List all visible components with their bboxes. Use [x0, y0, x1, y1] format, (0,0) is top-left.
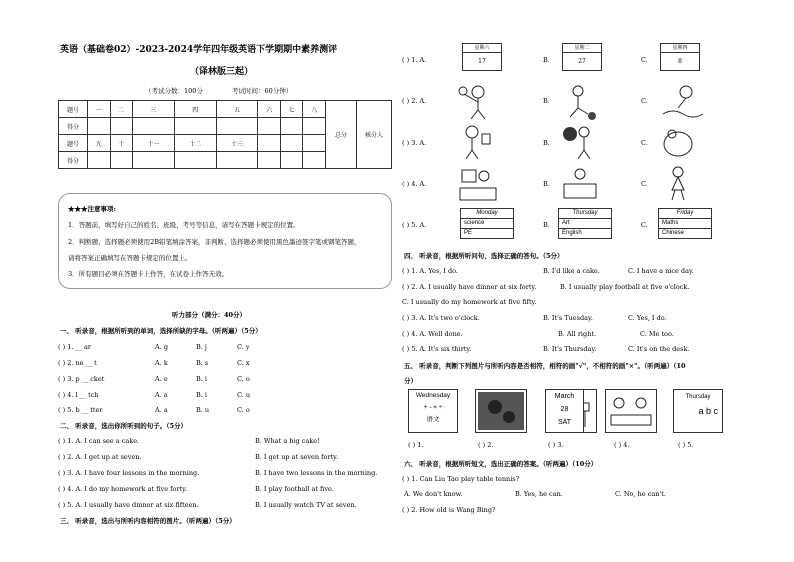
classroom-picture [605, 389, 657, 433]
calendar-picture [562, 43, 602, 71]
question-stem: ( ) 5. b __ tter [58, 406, 103, 414]
page-title: 英语（基础卷02）-2023-2024学年四年级英语下学期期中素养测评 [60, 45, 338, 55]
score-cell: 五 [216, 101, 258, 118]
question-option-a: ( ) 3. A. It's two o'clock. [402, 314, 480, 322]
exam-time: 考试时间：60分钟） [232, 87, 293, 95]
question-option-a: ( ) 5. A. I usually have dinner at six fifteen. [58, 501, 199, 509]
section-1-title: 一、 听录音，根据所听到的单词，选择所缺的字母。（听两遍）（5分） [60, 327, 262, 335]
page-subtitle: （译林版三起） [190, 67, 254, 77]
score-table [58, 100, 392, 169]
option-b: B. s [196, 359, 209, 367]
section-5-title: 五、 听录音，判断下列图片与所听内容是否相符，相符的画"√"，不相符的画"×"。（听两遍）（10 [404, 362, 686, 370]
basketball-boy-picture [458, 84, 498, 120]
option-c: C. [641, 139, 648, 147]
exam-score: （考试分数：100分 [145, 87, 203, 95]
pic-text: 28 [560, 406, 569, 413]
question-stem: ( ) 1. Can Liu Tao play table tennis? [402, 475, 520, 483]
option-c: C. I usually do my homework at five fifty. [402, 298, 537, 306]
ice-skating-picture [658, 124, 698, 160]
timetable-picture [460, 208, 514, 239]
question-stem: ( ) 3. A. [402, 139, 427, 147]
question-option-a: ( ) 1. A. Yes, I do. [402, 267, 458, 275]
notice-title: ★★★注意事项: [68, 205, 116, 213]
option-b: B. I get up at seven forty. [255, 453, 339, 461]
option-b: B. [543, 180, 550, 188]
calendar-day: 星期二 [562, 43, 602, 53]
score-cell: 十二 [174, 135, 216, 152]
swimming-girl-picture [658, 84, 704, 120]
question-stem: ( ) 2. ne __ t [58, 359, 97, 367]
option-c: C. [641, 97, 648, 105]
section-5-title-cont: 分） [404, 377, 417, 385]
timetable-picture [558, 208, 612, 239]
pic-text: SAT [557, 419, 572, 426]
option-b: B. [543, 56, 550, 64]
option-b: B. [543, 139, 550, 147]
calendar-date: 8 [660, 53, 700, 71]
boy-with-cup-picture [458, 124, 498, 160]
option-b: B. What a big cake! [255, 437, 320, 445]
option-a: A. e [155, 375, 168, 383]
score-cell: 十三 [216, 135, 258, 152]
score-cell: 十一 [133, 135, 175, 152]
score-cell: 六 [258, 101, 281, 118]
option-c: C. o [237, 406, 250, 414]
option-b: B. i [196, 375, 207, 383]
question-option-a: ( ) 4. A. I do my homework at five forty. [58, 485, 188, 493]
option-b: B. It's Tuesday. [543, 314, 593, 322]
answer-blank: ( ) 5. [678, 441, 694, 449]
option-b: B. j [196, 343, 207, 351]
answer-blank: ( ) 2. [478, 441, 494, 449]
score-cell: 七 [280, 101, 303, 118]
timetable-subject: Chinese [662, 230, 685, 236]
option-b: B. I have two lessons in the morning. [255, 469, 378, 477]
question-option-a: ( ) 4. A. Well done. [402, 330, 463, 338]
option-c: C. I have a nice day. [628, 267, 694, 275]
calendar-picture [462, 43, 502, 71]
question-stem: ( ) 2. How old is Wang Bing? [402, 506, 496, 514]
option-b: B. I usually play football at five o'clock. [560, 283, 690, 291]
score-cell: 四 [174, 101, 216, 118]
option-b: B. u [196, 406, 210, 414]
score-cell: 十 [110, 135, 133, 152]
option-b: B. All right. [558, 330, 597, 338]
option-a: A. a [155, 406, 168, 414]
girl-at-desk-picture [560, 166, 600, 202]
option-b: B. [543, 221, 550, 229]
question-stem: ( ) 4. A. [402, 180, 427, 188]
option-b: B. Yes, he can. [515, 490, 563, 498]
section-3-title: 三、 听录音，选出与所听内容相符的图片。（听两遍）（5分） [60, 517, 236, 525]
question-stem: ( ) 4. l __ tch [58, 391, 99, 399]
notice-item: 请将答案正确填写在答题卡规定的位置上。 [68, 254, 192, 262]
section-4-title: 四、 听录音，根据所听问句，选择正确的答句。（5分） [404, 252, 564, 260]
question-option-a: ( ) 1. A. I can see a cake. [58, 437, 140, 445]
answer-blank: ( ) 3. [548, 441, 564, 449]
girl-with-ball-picture [560, 124, 600, 160]
answer-blank: ( ) 1. [408, 441, 424, 449]
question-stem: ( ) 1. A. [402, 56, 427, 64]
calendar-date: 27 [562, 53, 602, 71]
option-b: B. I usually watch TV at seven. [255, 501, 357, 509]
question-option-a: ( ) 3. A. I have four lessons in the morning. [58, 469, 200, 477]
option-c: C. Yes, I do. [628, 314, 667, 322]
option-b: B. I play football at five. [255, 485, 334, 493]
option-c: C. x [237, 359, 250, 367]
score-row-label: 得分 [59, 118, 88, 135]
score-row-label: 题号 [59, 135, 88, 152]
wednesday-picture [408, 389, 458, 433]
cat-picture [475, 389, 527, 433]
option-b: B. I'd like a cake. [543, 267, 600, 275]
timetable-day: Monday [461, 209, 513, 219]
listening-title: 听力部分（满分：40分） [172, 311, 247, 319]
score-cell: 八 [303, 101, 326, 118]
timetable-picture [658, 208, 712, 239]
football-boy-picture [560, 84, 600, 120]
notice-item: 2．判断题、选择题必须使用2B铅笔填涂答案，非判断、选择题必须使用黑色墨迹签字笔或钢笔答题， [68, 238, 361, 246]
thursday-picture [673, 389, 723, 433]
question-option-a: ( ) 5. A. It's six thirty. [402, 345, 472, 353]
option-c: C. No, he can't. [615, 490, 666, 498]
timetable-subject: science [461, 219, 513, 229]
pic-text: Wednesday [415, 392, 451, 399]
option-a: A. g [155, 343, 168, 351]
option-a: A. k [155, 359, 168, 367]
notice-item: 1．答题前，填写好自己的姓名、班级、考号等信息，请写在答题卡规定的位置。 [68, 221, 300, 229]
score-row-label: 得分 [59, 152, 88, 169]
total-cell: 总分 [326, 101, 357, 169]
score-cell: 一 [88, 101, 111, 118]
question-option-a: ( ) 2. A. I get up at seven. [58, 453, 142, 461]
timetable-subject: Art [559, 219, 611, 229]
option-b: B. [543, 97, 550, 105]
pic-text: + - × ÷ [423, 404, 443, 411]
option-c: C. [641, 56, 648, 64]
option-a: A. We don't know. [404, 490, 463, 498]
calendar-day: 星期六 [462, 43, 502, 53]
timetable-subject: English [562, 230, 582, 236]
notice-item: 3．所有题目必须在答题卡上作答，在试卷上作答无效。 [68, 270, 229, 278]
timetable-subject: PE [464, 230, 473, 236]
question-stem: ( ) 2. A. [402, 97, 427, 105]
grader-cell: 核分人 [357, 101, 392, 169]
pic-text: March [554, 393, 575, 400]
score-cell: 二 [110, 101, 133, 118]
calendar-day: 星期四 [660, 43, 700, 53]
calendar-date: 17 [462, 53, 502, 71]
score-row-label: 题号 [59, 101, 88, 118]
question-stem: ( ) 5. A. [402, 221, 427, 229]
section-6-title: 六、 听录音，根据所听短文，选出正确的答案。（听两遍）（10分） [404, 460, 598, 468]
pic-text: 语文 [426, 416, 440, 423]
option-b: B. i [196, 391, 207, 399]
option-c: C. It's on the desk. [628, 345, 690, 353]
option-c: C. Me too. [640, 330, 674, 338]
option-a: A. a [155, 391, 168, 399]
timetable-day: Friday [659, 209, 711, 219]
calendar-picture [660, 43, 700, 71]
question-stem: ( ) 1. __ ar [58, 343, 92, 351]
timetable-day: Thursday [559, 209, 611, 219]
date-picture [545, 389, 584, 433]
pic-text: a b c [698, 406, 718, 416]
option-b: B. It's Thursday. [543, 345, 597, 353]
section-2-title: 二、 听录音，选出你所听到的句子。（5分） [60, 422, 188, 430]
option-c: C. u [237, 391, 251, 399]
answer-blank: ( ) 4. [614, 441, 630, 449]
option-c: C. [641, 221, 648, 229]
option-c: C. o [237, 375, 250, 383]
timetable-subject: Maths [659, 219, 711, 229]
score-cell: 九 [88, 135, 111, 152]
question-option-a: ( ) 2. A. I usually have dinner at six forty. [402, 283, 537, 291]
girl-dancing-picture [658, 166, 698, 202]
option-c: C. [641, 180, 648, 188]
option-c: C. y [237, 343, 250, 351]
pic-text: Thursday [685, 394, 711, 400]
boy-at-desk-picture [458, 166, 498, 202]
score-cell: 三 [133, 101, 175, 118]
question-stem: ( ) 3. p __ cket [58, 375, 105, 383]
